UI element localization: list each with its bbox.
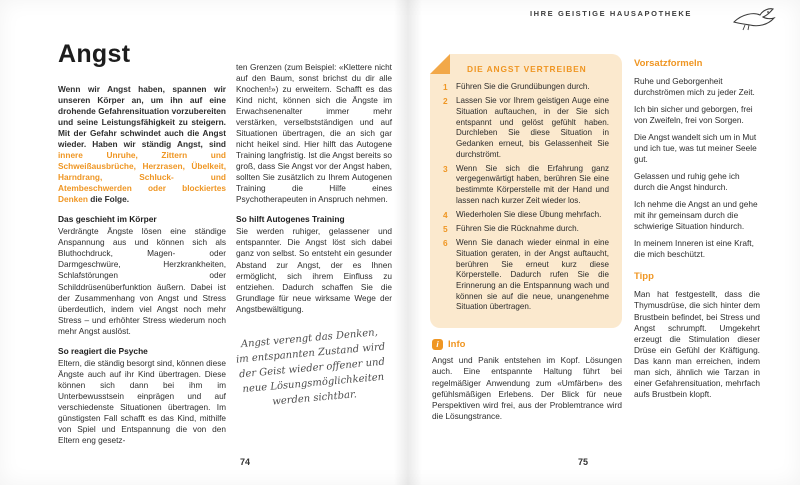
exercise-step [443,164,609,207]
intro-text-start: Wenn wir Angst haben, spannen wir unseren Körper an, um ihn auf eine drohende Gefahrensituation vorzubereiten und seine Leistungsfähigkeit zu steigern. Mit der Gefahr schwindet auch die Angst wieder. Haben wir ständig Angst, sind [58,84,226,150]
psyche-text: Eltern, die ständig besorgt sind, können diese Ängste auch auf ihr Kind übertragen. Diese können sich dann bei ihm im Unterbewusstsein einprägen und auf verschiedenste Situationen übertragen. Im günstigsten Fall schafft es das Kind, mithilfe von Spiel und Entspannung die von den Eltern eng gesetz- [58,357,226,445]
step-text: Wenn Sie sich die Erfahrung ganz vergegenwärtigt haben, berühren Sie eine bestimmte Körperstelle mit der Hand und lassen nach kurzer Zeit wieder los. [456,163,609,205]
info-label: Info [448,339,466,351]
left-column-2 [236,62,392,406]
step-text: Wiederholen Sie diese Übung mehrfach. [456,209,602,219]
left-column-1 [58,40,226,446]
tipp-text: Man hat festgestellt, dass die Thymusdrüse, die sich hinter dem Brustbein befindet, bei Stress und Angst schrumpft. Umgekehrt erzeugt die Stimulation dieser Drüse ein Gefühl der Kräftigung. Das kann man erreichen, indem man sich, ähnlich wie Tarzan in einer Gefahrensituation, mehrfach aufs Brustbein klopft. [634,289,760,399]
step-number: 4 [443,209,448,220]
right-column-2 [634,58,760,400]
training-text: Sie werden ruhiger, gelassener und entspannter. Die Angst löst sich dabei ganz von selbst. So entsteht ein gesunder Abstand zur Angst, der es Ihnen ermöglicht, sich ihrem Einfluss zu entziehen. Dadurch schaffen Sie die Grundlage für neue wirksame Wege der Angstbewältigung. [236,226,392,314]
intro-text-end: die Folge. [87,194,130,205]
exercise-step [443,210,609,221]
exercise-box [430,54,622,328]
right-column-1 [430,54,622,422]
intro-paragraph [58,84,226,205]
vorsatzformeln-heading: Vorsatzformeln [634,58,703,69]
step-text: Lassen Sie vor Ihrem geistigen Auge eine Situation auftauchen, in der Sie sich entspannt und gelöst gefühlt haben. Durchleben Sie diese Situation in Gedanken erneut, bis Gelassenheit Sie durchströmt. [456,96,609,159]
affirmation: Die Angst wandelt sich um in Mut und ich tue, was tut meiner Seele gut. [634,132,757,165]
info-text: Angst und Panik entstehen im Kopf. Lösungen auch. Eine entspannte Haltung führt bei regelmäßiger Anwendung zum «Umfärben» des gefühlsmäßigen Erlebens. Der Blick für neue Perspektiven wird frei, aus der Problemtrance wird die Lösungstrance. [432,355,622,421]
page-gutter [394,0,422,485]
bird-icon [731,5,777,33]
psyche-continued-text: ten Grenzen (zum Beispiel: «Klettere nicht auf den Baum, sonst brichst du dir alle Knochen!») zu erweitern. Schafft es das Kind nicht, können sich die Ängste im Erwachsenenalter immer mehr verstärken, verselbstständigen und auf Situationen übertragen, die an sich gar nicht heikel sind. Hier hilft das Autogene Training langfristig. Ist die Angst bereits so groß, dass Sie Angst vor der Angst haben, sollten Sie zusätzlich zu Ihrem Autogenen Training die Hilfe eines Psychotherapeuten in Anspruch nehmen. [236,62,392,205]
subheading-koerper: Das geschieht im Körper [58,214,157,225]
exercise-box-title: DIE ANGST VERTREIBEN [467,64,587,74]
step-number: 3 [443,163,448,174]
koerper-text: Verdrängte Ängste lösen eine ständige Anspannung aus und können sich als Bluthochdruck, Magen- oder Darmgeschwüre, Herzkrankheiten, Schlafstörungen oder Schilddrüsenüberfunktion äußern. Dabei ist der Zusammenhang von Angst und Stress überdeutlich, indem viel Angst noch mehr Stress – und erhöhter Stress wiederum noch mehr Angst auslöst. [58,226,226,336]
info-section [430,339,622,421]
affirmation: Gelassen und ruhig gehe ich durch die Angst hindurch. [634,171,740,193]
affirmation: Ruhe und Geborgenheit durchströmen mich zu jeder Zeit. [634,76,755,98]
exercise-step [443,96,609,160]
handwritten-note: Angst verengt das Denken, im entspannten Zustand wird der Geist wieder offener und neue Lösungsmöglichkeiten werden sichtbar. [235,326,386,408]
step-text: Führen Sie die Grundübungen durch. [456,82,590,91]
tipp-heading: Tipp [634,271,654,283]
info-header [432,339,622,350]
page-number-right: 75 [578,457,589,467]
step-number: 1 [443,82,448,92]
step-text: Führen Sie die Rücknahme durch. [456,224,579,234]
exercise-step [443,238,609,313]
exercise-step [443,224,609,235]
affirmation: In meinem Inneren ist eine Kraft, die mich beschützt. [634,238,754,260]
running-header [400,9,692,18]
subheading-training: So hilft Autogenes Training [236,214,345,225]
affirmation: Ich nehme die Angst an und gehe mit ihr gemeinsam durch die schwierige Situation hindurch. [634,199,758,232]
page-number-left: 74 [240,457,251,467]
exercise-steps-list [443,82,609,313]
step-text: Wenn Sie danach wieder einmal in eine Situation geraten, in der Angst auftaucht, berühren Sie erneut kurz diese Körperstelle. Dadurch rufen Sie die Erinnerung an die Entspannung wach und können sie auf die neue, unangenehme Situation übertragen. [456,238,609,312]
step-number: 5 [443,224,448,235]
step-number: 6 [443,238,448,249]
intro-highlight: innere Unruhe, Zittern und Schweißausbrüche, Herzrasen, Übelkeit, Harndrang, Schluck- und Atembeschwerden oder blockiertes Denken [58,150,226,205]
running-header-title: IHRE GEISTIGE HAUSAPOTHEKE [529,9,692,18]
subheading-psyche: So reagiert die Psyche [58,345,148,356]
affirmation: Ich bin sicher und geborgen, frei von Zweifeln, frei von Sorgen. [634,104,753,126]
step-number: 2 [443,96,448,107]
page-title: Angst [58,40,131,68]
info-icon: i [432,339,443,350]
exercise-step [443,82,609,93]
